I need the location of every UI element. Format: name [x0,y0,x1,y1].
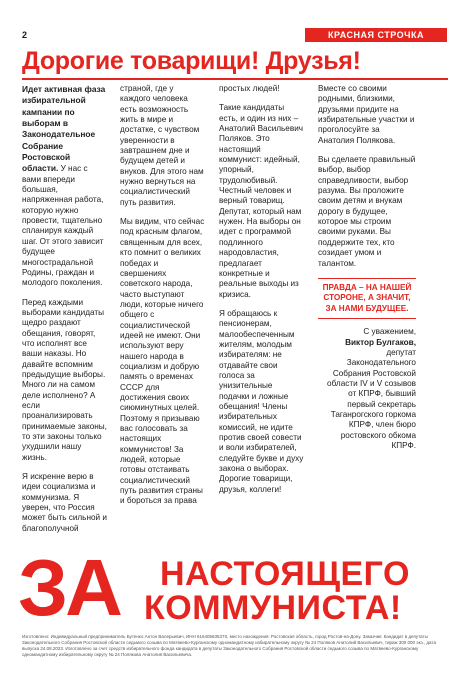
slogan: ПРАВДА – НА НАШЕЙ СТОРОНЕ, А ЗНАЧИТ, ЗА НАМИ БУДУЩЕЕ. [318,278,416,320]
paragraph: Мы видим, что сейчас под красным флагом, священным для всех, кто помнит о великих победах и свершениях советского народа, часто выступают люди, которые ничего общего с социалистической идеей не имеют. Они используют веру нашего народа в социализм и добрую память о временах СССР для достижения своих сиюминутных целей. Поэтому я призываю вас голосовать за настоящих коммунистов! За людей, которые готовы отстаивать социалистический путь развития страны и бороться за права [120,217,205,506]
paragraph: Вы сделаете правильный выбор, выбор справедливости, выбор разума. Вы проложите своим детям и внукам дорогу в будущее, которое мы строим своими руками. Вы поддержите тех, кто созидает умом и талантом. [318,155,416,268]
paragraph-text: У нас с вами впереди большая, напряженная работа, которую нужно провести, тщательно спланируя каждый шаг. От этого зависит будущее многострадальной Родины, граждан и молодого поколения. [22,164,104,288]
banner-line-1: НАСТОЯЩЕГО [160,555,410,593]
paragraph: Перед каждыми выборами кандидаты щедро раздают обещания, говорят, что исполнят все ваши наказы. Но давайте вспомним предыдущие выборы. Много ли на самом деле исполнено? А если проанализировать принимаемые законы, то эти законы только ухудшили нашу жизнь. [22,297,107,462]
banner-za: ЗА [18,543,120,632]
signer-name: Виктор Булгаков, [345,337,416,347]
signer-title: депутат Законодательного Собрания Ростовской области IV и V созывов от КПРФ, бывший первый секретарь Таганрогского горкома КПРФ, член бюро ростовского обкома КПРФ. [327,348,416,451]
signature-block [318,327,416,451]
imprint-text: Изготовлено: Индивидуальный предприниматель Бутенко Антон Валерьевич, ИНН 616405635370, место нахождения: Ростовская область, город Ростов-на-Дону. Заказчик: Кандидат в депутаты Законодательного Собрания Ростовской области седьмого созыва по Матвеево-Курганскому одномандатному избирательному округу № 24 Поляков Анатолий Васильевич, тираж 300 000 экз., дата выпуска 24.08.2023. Изготовлено за счет средств избирательного фонда кандидата в депутаты Законодательного Собрания Ростовской области седьмого созыва по Матвеево-Курганскому одномандатному избирательному округу № 24 Полякова Анатолия Васильевича. [22,634,436,657]
paragraph: Такие кандидаты есть, и один из них – Анатолий Васильевич Поляков. Это настоящий коммунист: идейный, упорный, трудолюбивый. Честный человек и верный товарищ. Депутат, который нам нужен. На выборы он идет с программой подлинного народовластия, предлагает конкретные и реальные выходы из кризиса. [219,103,304,299]
paragraph: Я искренне верю в идеи социализма и коммунизма. Я уверен, что Россия может быть сильной и благополучной [22,472,107,533]
paragraph: простых людей! [219,84,280,93]
title-rule [22,78,448,80]
paragraph: Я обращаюсь к пенсионерам, малообеспеченным жителям, молодым избирателям: не отдавайте свои голоса за унизительные подачки и ложные обещания! Члены избирательных комиссий, не идите против своей совести и воли избирателей, следуйте букве и духу закона о выборах. Дорогие товарищи, друзья, коллеги! [219,308,304,494]
lead-text: Идет активная фаза избирательной кампании по выборам в Законодательное Собрание Ростовской области. [22,84,106,174]
page-number: 2 [22,30,28,40]
regards-text: С уважением, [363,327,416,337]
rubric-label: КРАСНАЯ СТРОЧКА [305,28,447,42]
column-3 [219,84,305,504]
banner-line-2: КОММУНИСТА! [144,589,402,627]
paragraph [22,84,108,289]
column-2 [120,84,206,516]
paragraph: страной, где у каждого человека есть возможность жить в мире и достатке, с чувством уверенности в завтрашнем дне и будущем детей и внуков. Для этого нам нужно вернуться на социалистический путь развития. [120,84,204,207]
column-4 [318,84,416,460]
column-1 [22,84,108,543]
page-title: Дорогие товарищи! Друзья! [22,47,361,75]
paragraph: Вместе со своими родными, близкими, друзьями придите на избирательные участки и проголосуйте за Анатолия Полякова. [318,84,415,145]
